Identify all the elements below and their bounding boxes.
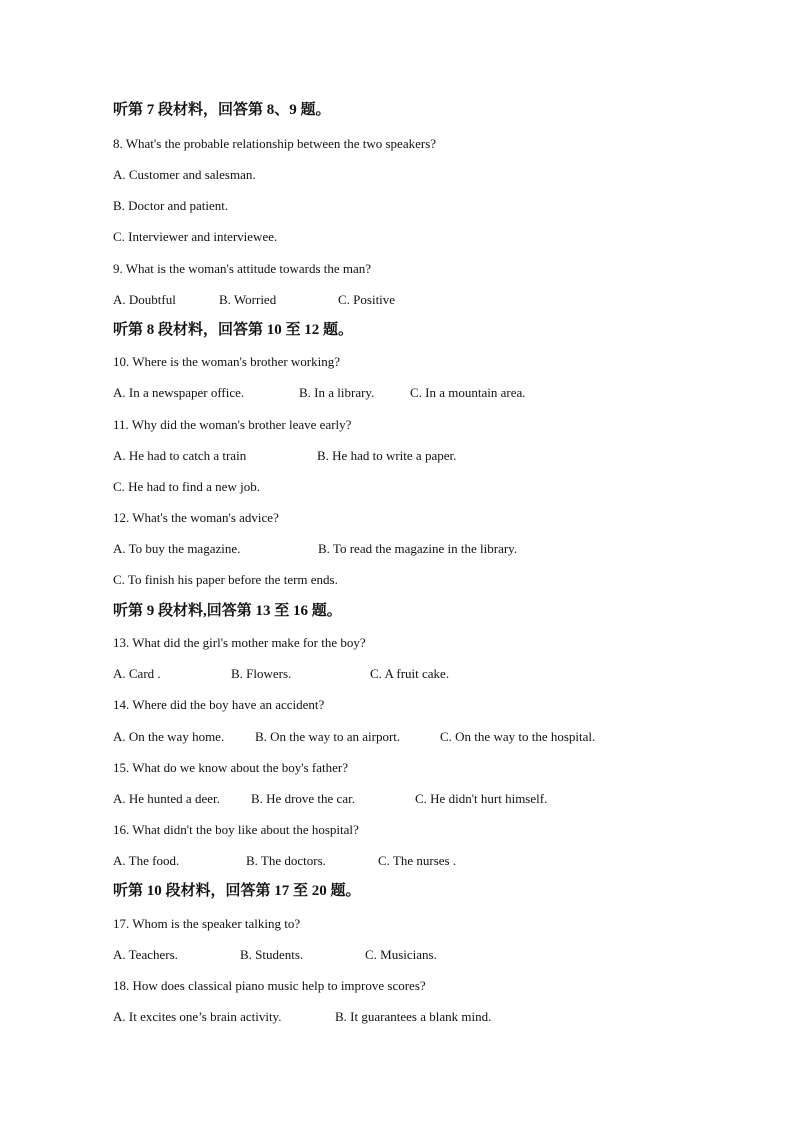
option-9b: B. Worried (219, 292, 277, 307)
option-15b: B. He drove the car. (251, 791, 355, 806)
option-13b: B. Flowers. (231, 666, 292, 681)
option-9c: C. Positive (338, 292, 396, 307)
section-heading: 听第 9 段材料,回答第 13 至 16 题。 (113, 603, 342, 619)
option-17b: B. Students. (240, 947, 304, 962)
option-10a: A. In a newspaper office. (113, 385, 245, 400)
question-12: 12. What's the woman's advice? (113, 510, 279, 525)
option-11b: B. He had to write a paper. (317, 448, 457, 463)
question-18: 18. How does classical piano music help to improve scores? (113, 978, 426, 993)
option-8b: B. Doctor and patient. (113, 198, 229, 213)
option-14a: A. On the way home. (113, 729, 225, 744)
option-15a: A. He hunted a deer. (113, 791, 220, 806)
option-18b: B. It guarantees a blank mind. (335, 1009, 492, 1024)
question-15: 15. What do we know about the boy's father? (113, 760, 348, 775)
option-17c: C. Musicians. (365, 947, 437, 962)
option-17a: A. Teachers. (113, 947, 178, 962)
option-14c: C. On the way to the hospital. (440, 729, 596, 744)
option-13c: C. A fruit cake. (370, 666, 450, 681)
option-11c: C. He had to find a new job. (113, 479, 260, 494)
option-12c: C. To finish his paper before the term ends. (113, 572, 338, 587)
option-12b: B. To read the magazine in the library. (318, 541, 518, 556)
question-14: 14. Where did the boy have an accident? (113, 697, 325, 712)
question-17: 17. Whom is the speaker talking to? (113, 916, 301, 931)
question-13: 13. What did the girl's mother make for the boy? (113, 635, 366, 650)
section-heading: 听第 7 段材料，回答第 8、9 题。 (113, 102, 331, 118)
option-13a: A. Card . (113, 666, 161, 681)
option-16b: B. The doctors. (246, 853, 326, 868)
option-16a: A. The food. (113, 853, 180, 868)
question-9: 9. What is the woman's attitude towards the man? (113, 261, 372, 276)
section-heading: 听第 8 段材料，回答第 10 至 12 题。 (113, 322, 354, 338)
option-11a: A. He had to catch a train (113, 448, 247, 463)
option-15c: C. He didn't hurt himself. (415, 791, 548, 806)
option-8a: A. Customer and salesman. (113, 167, 256, 182)
option-18a: A. It excites one’s brain activity. (113, 1009, 282, 1024)
question-8: 8. What's the probable relationship between the two speakers? (113, 136, 437, 151)
section-heading: 听第 10 段材料，回答第 17 至 20 题。 (113, 883, 361, 899)
question-10: 10. Where is the woman's brother working? (113, 354, 341, 369)
option-16c: C. The nurses . (378, 853, 457, 868)
option-12a: A. To buy the magazine. (113, 541, 241, 556)
question-11: 11. Why did the woman's brother leave early? (113, 417, 352, 432)
option-14b: B. On the way to an airport. (255, 729, 401, 744)
option-10c: C. In a mountain area. (410, 385, 526, 400)
option-9a: A. Doubtful (113, 292, 176, 307)
option-8c: C. Interviewer and interviewee. (113, 229, 278, 244)
question-16: 16. What didn't the boy like about the hospital? (113, 822, 359, 837)
option-10b: B. In a library. (299, 385, 375, 400)
